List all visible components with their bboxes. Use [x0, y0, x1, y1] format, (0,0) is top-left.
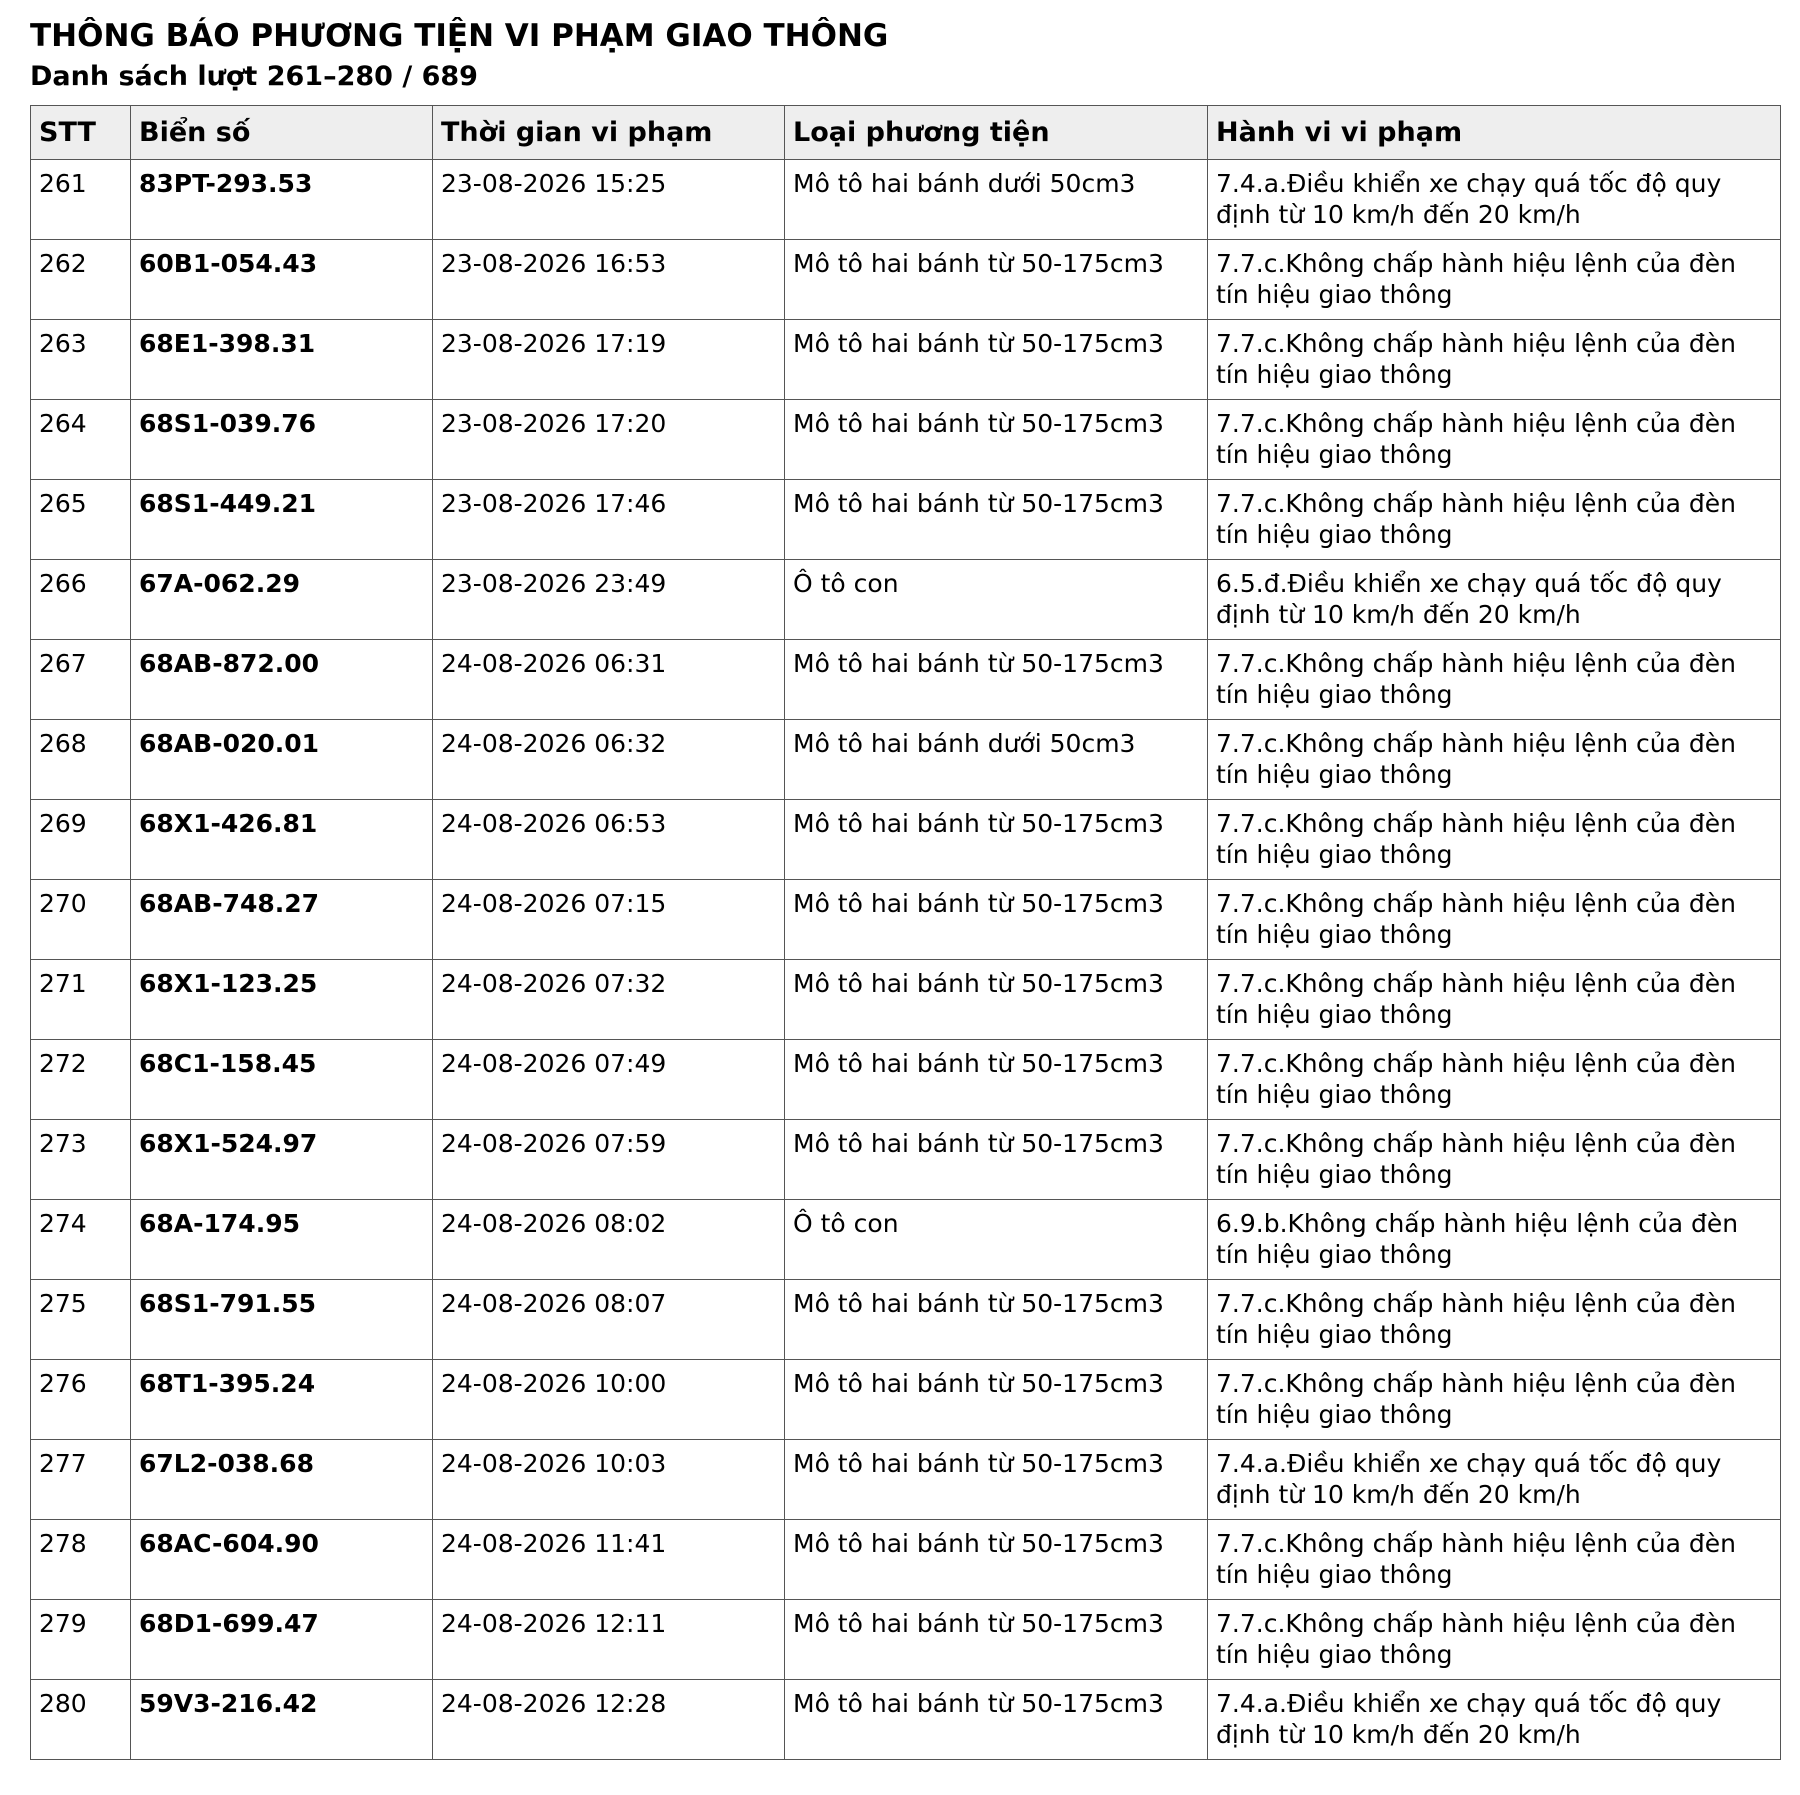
table-row [31, 400, 1781, 480]
vehicle-type-cell: Mô tô hai bánh từ 50-175cm3 [785, 400, 1208, 480]
violation-description-cell: 7.4.a.Điều khiển xe chạy quá tốc độ quy định từ 10 km/h đến 20 km/h [1208, 1440, 1781, 1520]
table-row [31, 1600, 1781, 1680]
table-row [31, 1440, 1781, 1520]
table-row [31, 880, 1781, 960]
table-row [31, 1680, 1781, 1760]
vehicle-type-cell: Mô tô hai bánh từ 50-175cm3 [785, 1040, 1208, 1120]
violation-description-cell: 6.5.đ.Điều khiển xe chạy quá tốc độ quy định từ 10 km/h đến 20 km/h [1208, 560, 1781, 640]
table-row [31, 480, 1781, 560]
table-row [31, 1040, 1781, 1120]
violation-description-cell: 7.4.a.Điều khiển xe chạy quá tốc độ quy định từ 10 km/h đến 20 km/h [1208, 160, 1781, 240]
license-plate-cell: 68T1-395.24 [131, 1360, 433, 1440]
table-row [31, 1360, 1781, 1440]
row-number-cell: 274 [31, 1200, 131, 1280]
row-number-cell: 275 [31, 1280, 131, 1360]
table-row [31, 800, 1781, 880]
violation-description-cell: 7.7.c.Không chấp hành hiệu lệnh của đèn tín hiệu giao thông [1208, 640, 1781, 720]
violation-description-cell: 7.7.c.Không chấp hành hiệu lệnh của đèn tín hiệu giao thông [1208, 1040, 1781, 1120]
row-number-cell: 273 [31, 1120, 131, 1200]
table-body [31, 160, 1781, 1760]
document-title: THÔNG BÁO PHƯƠNG TIỆN VI PHẠM GIAO THÔNG [30, 18, 889, 54]
license-plate-cell: 68X1-524.97 [131, 1120, 433, 1200]
violation-description-cell: 7.7.c.Không chấp hành hiệu lệnh của đèn tín hiệu giao thông [1208, 320, 1781, 400]
violation-description-cell: 7.7.c.Không chấp hành hiệu lệnh của đèn tín hiệu giao thông [1208, 1280, 1781, 1360]
row-number-cell: 264 [31, 400, 131, 480]
violation-time-cell: 24-08-2026 10:00 [433, 1360, 785, 1440]
violations-table [30, 105, 1781, 1760]
violation-time-cell: 24-08-2026 08:02 [433, 1200, 785, 1280]
row-number-cell: 277 [31, 1440, 131, 1520]
row-number-cell: 268 [31, 720, 131, 800]
violation-time-cell: 24-08-2026 07:15 [433, 880, 785, 960]
violation-time-cell: 24-08-2026 10:03 [433, 1440, 785, 1520]
violation-time-cell: 24-08-2026 12:28 [433, 1680, 785, 1760]
license-plate-cell: 67A-062.29 [131, 560, 433, 640]
license-plate-cell: 68C1-158.45 [131, 1040, 433, 1120]
document-subtitle: Danh sách lượt 261–280 / 689 [30, 61, 478, 92]
row-number-cell: 267 [31, 640, 131, 720]
vehicle-type-cell: Mô tô hai bánh dưới 50cm3 [785, 720, 1208, 800]
violation-description-cell: 7.7.c.Không chấp hành hiệu lệnh của đèn tín hiệu giao thông [1208, 400, 1781, 480]
vehicle-type-cell: Mô tô hai bánh từ 50-175cm3 [785, 800, 1208, 880]
violation-time-cell: 24-08-2026 07:59 [433, 1120, 785, 1200]
violation-description-cell: 7.7.c.Không chấp hành hiệu lệnh của đèn tín hiệu giao thông [1208, 800, 1781, 880]
violation-time-cell: 23-08-2026 17:20 [433, 400, 785, 480]
table-row [31, 1200, 1781, 1280]
violation-time-cell: 23-08-2026 17:46 [433, 480, 785, 560]
license-plate-cell: 68X1-123.25 [131, 960, 433, 1040]
table-row [31, 720, 1781, 800]
vehicle-type-cell: Mô tô hai bánh từ 50-175cm3 [785, 1440, 1208, 1520]
violation-description-cell: 7.7.c.Không chấp hành hiệu lệnh của đèn tín hiệu giao thông [1208, 1120, 1781, 1200]
row-number-cell: 269 [31, 800, 131, 880]
vehicle-type-cell: Ô tô con [785, 1200, 1208, 1280]
violation-time-cell: 24-08-2026 07:49 [433, 1040, 785, 1120]
violation-description-cell: 6.9.b.Không chấp hành hiệu lệnh của đèn tín hiệu giao thông [1208, 1200, 1781, 1280]
table-row [31, 160, 1781, 240]
row-number-cell: 276 [31, 1360, 131, 1440]
violation-time-cell: 23-08-2026 16:53 [433, 240, 785, 320]
table-row [31, 1520, 1781, 1600]
violation-time-cell: 24-08-2026 07:32 [433, 960, 785, 1040]
license-plate-cell: 68E1-398.31 [131, 320, 433, 400]
vehicle-type-cell: Mô tô hai bánh từ 50-175cm3 [785, 1360, 1208, 1440]
violation-description-cell: 7.7.c.Không chấp hành hiệu lệnh của đèn tín hiệu giao thông [1208, 1600, 1781, 1680]
license-plate-cell: 68S1-039.76 [131, 400, 433, 480]
violation-description-cell: 7.7.c.Không chấp hành hiệu lệnh của đèn tín hiệu giao thông [1208, 720, 1781, 800]
license-plate-cell: 68S1-791.55 [131, 1280, 433, 1360]
violation-time-cell: 23-08-2026 15:25 [433, 160, 785, 240]
column-header-violation: Hành vi vi phạm [1208, 106, 1781, 160]
license-plate-cell: 68D1-699.47 [131, 1600, 433, 1680]
violation-description-cell: 7.7.c.Không chấp hành hiệu lệnh của đèn tín hiệu giao thông [1208, 1520, 1781, 1600]
license-plate-cell: 68AB-872.00 [131, 640, 433, 720]
violation-time-cell: 24-08-2026 06:32 [433, 720, 785, 800]
header-row [31, 106, 1781, 160]
license-plate-cell: 68S1-449.21 [131, 480, 433, 560]
row-number-cell: 265 [31, 480, 131, 560]
vehicle-type-cell: Mô tô hai bánh từ 50-175cm3 [785, 240, 1208, 320]
vehicle-type-cell: Mô tô hai bánh từ 50-175cm3 [785, 1520, 1208, 1600]
row-number-cell: 272 [31, 1040, 131, 1120]
violation-description-cell: 7.7.c.Không chấp hành hiệu lệnh của đèn tín hiệu giao thông [1208, 480, 1781, 560]
row-number-cell: 271 [31, 960, 131, 1040]
violation-time-cell: 23-08-2026 17:19 [433, 320, 785, 400]
table-header [31, 106, 1781, 160]
table-row [31, 560, 1781, 640]
violation-time-cell: 24-08-2026 06:31 [433, 640, 785, 720]
vehicle-type-cell: Mô tô hai bánh từ 50-175cm3 [785, 960, 1208, 1040]
vehicle-type-cell: Mô tô hai bánh từ 50-175cm3 [785, 1280, 1208, 1360]
row-number-cell: 261 [31, 160, 131, 240]
row-number-cell: 266 [31, 560, 131, 640]
vehicle-type-cell: Mô tô hai bánh từ 50-175cm3 [785, 1120, 1208, 1200]
violation-description-cell: 7.7.c.Không chấp hành hiệu lệnh của đèn tín hiệu giao thông [1208, 880, 1781, 960]
violation-time-cell: 24-08-2026 08:07 [433, 1280, 785, 1360]
license-plate-cell: 67L2-038.68 [131, 1440, 433, 1520]
vehicle-type-cell: Mô tô hai bánh từ 50-175cm3 [785, 880, 1208, 960]
table-row [31, 640, 1781, 720]
violation-description-cell: 7.7.c.Không chấp hành hiệu lệnh của đèn tín hiệu giao thông [1208, 1360, 1781, 1440]
row-number-cell: 278 [31, 1520, 131, 1600]
vehicle-type-cell: Mô tô hai bánh từ 50-175cm3 [785, 1680, 1208, 1760]
vehicle-type-cell: Mô tô hai bánh dưới 50cm3 [785, 160, 1208, 240]
violation-description-cell: 7.7.c.Không chấp hành hiệu lệnh của đèn tín hiệu giao thông [1208, 240, 1781, 320]
vehicle-type-cell: Mô tô hai bánh từ 50-175cm3 [785, 640, 1208, 720]
violation-time-cell: 24-08-2026 06:53 [433, 800, 785, 880]
license-plate-cell: 60B1-054.43 [131, 240, 433, 320]
table-row [31, 1120, 1781, 1200]
row-number-cell: 279 [31, 1600, 131, 1680]
vehicle-type-cell: Mô tô hai bánh từ 50-175cm3 [785, 480, 1208, 560]
table-row [31, 1280, 1781, 1360]
license-plate-cell: 68AB-020.01 [131, 720, 433, 800]
violation-time-cell: 24-08-2026 11:41 [433, 1520, 785, 1600]
vehicle-type-cell: Ô tô con [785, 560, 1208, 640]
license-plate-cell: 68AB-748.27 [131, 880, 433, 960]
violation-description-cell: 7.7.c.Không chấp hành hiệu lệnh của đèn tín hiệu giao thông [1208, 960, 1781, 1040]
license-plate-cell: 68A-174.95 [131, 1200, 433, 1280]
license-plate-cell: 83PT-293.53 [131, 160, 433, 240]
column-header-plate: Biển số [131, 106, 433, 160]
violation-description-cell: 7.4.a.Điều khiển xe chạy quá tốc độ quy định từ 10 km/h đến 20 km/h [1208, 1680, 1781, 1760]
row-number-cell: 262 [31, 240, 131, 320]
column-header-time: Thời gian vi phạm [433, 106, 785, 160]
table-row [31, 240, 1781, 320]
vehicle-type-cell: Mô tô hai bánh từ 50-175cm3 [785, 1600, 1208, 1680]
table-row [31, 320, 1781, 400]
violation-time-cell: 24-08-2026 12:11 [433, 1600, 785, 1680]
license-plate-cell: 68X1-426.81 [131, 800, 433, 880]
vehicle-type-cell: Mô tô hai bánh từ 50-175cm3 [785, 320, 1208, 400]
column-header-vehicle-type: Loại phương tiện [785, 106, 1208, 160]
license-plate-cell: 68AC-604.90 [131, 1520, 433, 1600]
column-header-stt: STT [31, 106, 131, 160]
license-plate-cell: 59V3-216.42 [131, 1680, 433, 1760]
row-number-cell: 280 [31, 1680, 131, 1760]
row-number-cell: 263 [31, 320, 131, 400]
table-row [31, 960, 1781, 1040]
violation-time-cell: 23-08-2026 23:49 [433, 560, 785, 640]
row-number-cell: 270 [31, 880, 131, 960]
